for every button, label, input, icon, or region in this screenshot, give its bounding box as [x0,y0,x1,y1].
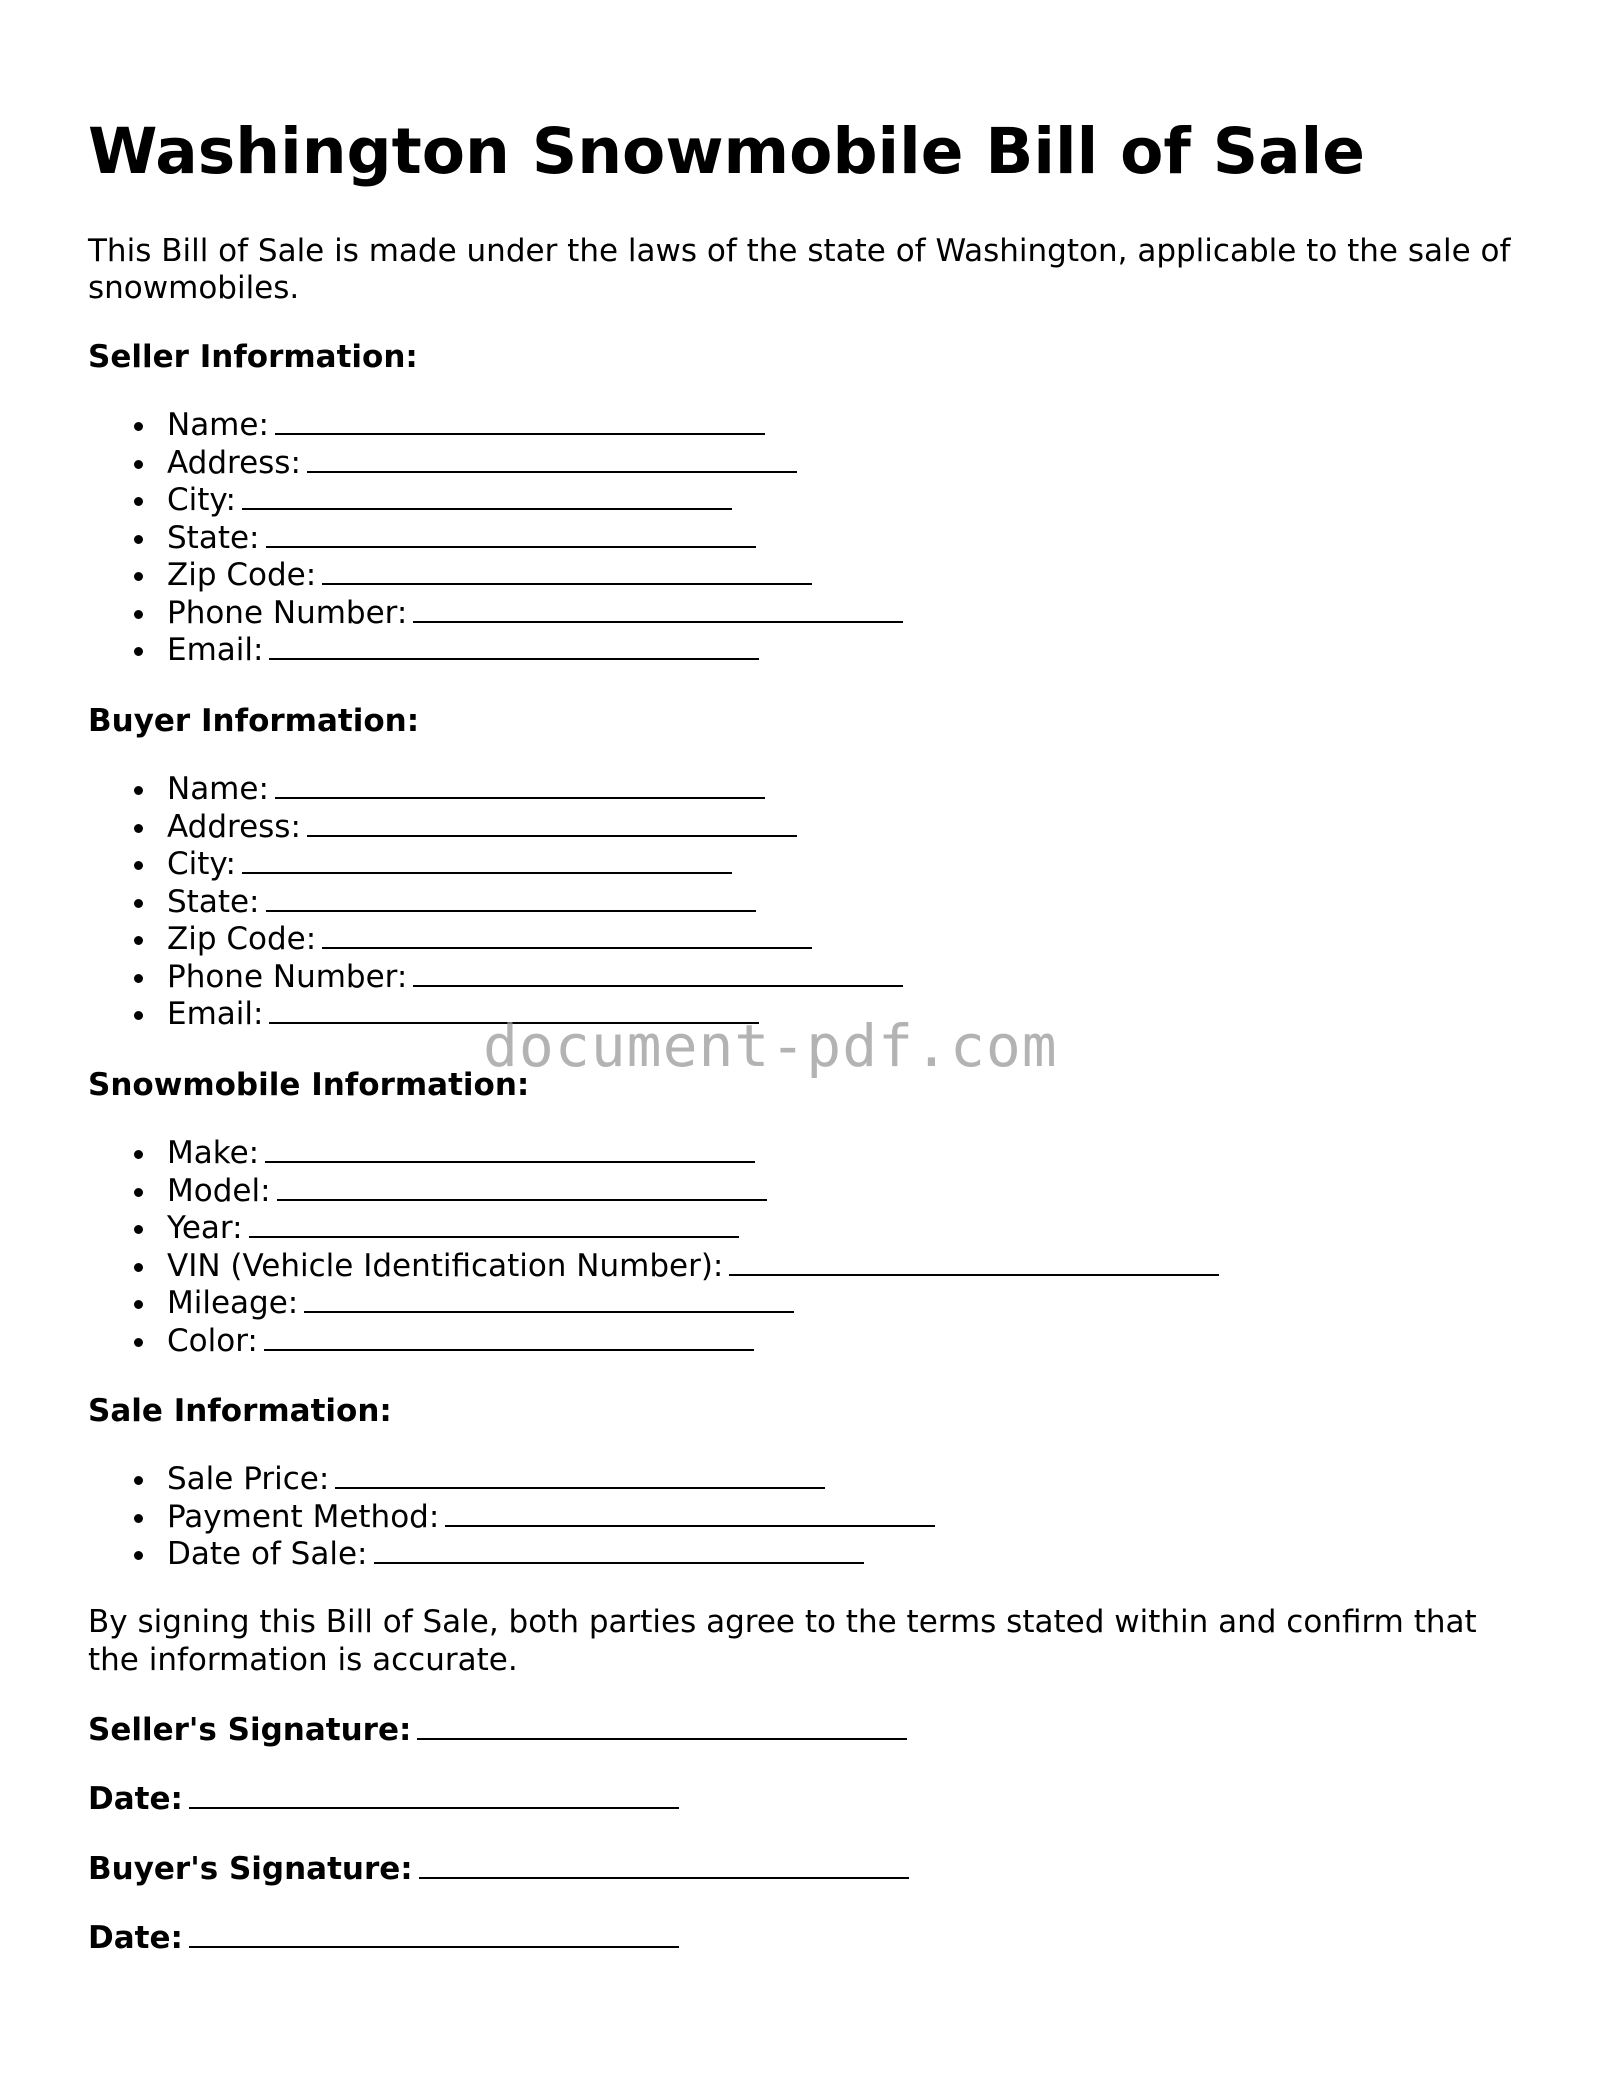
seller-city-blank[interactable] [242,482,732,510]
seller-state-field [88,520,903,558]
snowmobile-model-field [88,1173,1219,1211]
date-of-sale-blank[interactable] [374,1536,864,1564]
field-label: Make: [167,1135,260,1171]
field-label: Email: [167,996,264,1032]
buyer-signature-line [88,1851,909,1888]
date-of-sale-field [88,1536,935,1574]
buyer-date-label: Date: [88,1920,183,1956]
snowmobile-year-blank[interactable] [249,1210,739,1238]
field-label: Phone Number: [167,958,408,995]
snowmobile-vin-blank[interactable] [729,1248,1219,1276]
snowmobile-mileage-blank[interactable] [304,1285,794,1313]
seller-date-label: Date: [88,1781,183,1817]
buyer-city-blank[interactable] [242,846,732,874]
field-label: State: [167,883,260,920]
watermark-text: document-pdf.com [483,1012,1058,1080]
field-label: VIN (Vehicle Identification Number): [167,1247,724,1284]
buyer-email-field [88,996,903,1034]
seller-date-blank[interactable] [189,1781,679,1809]
intro-paragraph: This Bill of Sale is made under the laws of the state of Washington, applicable to the sale of snowmobiles. [88,233,1511,306]
buyer-name-blank[interactable] [275,771,765,799]
seller-signature-blank[interactable] [417,1712,907,1740]
buyer-signature-blank[interactable] [419,1851,909,1879]
field-label: Payment Method: [167,1498,440,1535]
buyer-zip-field [88,921,903,959]
seller-signature-label: Seller's Signature: [88,1712,412,1748]
seller-zip-blank[interactable] [322,557,812,585]
field-label: Year: [167,1210,243,1246]
sale-price-field [88,1461,935,1499]
seller-name-blank[interactable] [275,407,765,435]
snowmobile-color-blank[interactable] [264,1323,754,1351]
buyer-address-field [88,809,903,847]
seller-section-heading: Seller Information: [88,339,418,375]
buyer-name-field [88,771,903,809]
seller-phone-blank[interactable] [413,595,903,623]
buyer-city-field [88,846,903,884]
snowmobile-year-field [88,1210,1219,1248]
field-label: City: [167,482,236,518]
seller-signature-line [88,1712,907,1749]
seller-address-blank[interactable] [307,445,797,473]
snowmobile-field-list [88,1135,1219,1360]
payment-method-blank[interactable] [445,1499,935,1527]
buyer-date-line [88,1920,679,1957]
buyer-section-heading: Buyer Information: [88,703,420,739]
field-label: Address: [167,444,301,481]
buyer-address-blank[interactable] [307,809,797,837]
seller-address-field [88,445,903,483]
buyer-state-blank[interactable] [266,884,756,912]
field-label: State: [167,519,260,556]
snowmobile-make-field [88,1135,1219,1173]
snowmobile-vin-field [88,1248,1219,1286]
field-label: Zip Code: [167,921,317,957]
buyer-email-blank[interactable] [269,996,759,1024]
field-label: Phone Number: [167,594,408,631]
field-label: Color: [167,1322,258,1359]
snowmobile-model-blank[interactable] [277,1173,767,1201]
seller-name-field [88,407,903,445]
snowmobile-mileage-field [88,1285,1219,1323]
seller-state-blank[interactable] [266,520,756,548]
document-title: Washington Snowmobile Bill of Sale [88,115,1365,188]
field-label: Mileage: [167,1285,299,1321]
seller-zip-field [88,557,903,595]
field-label: Zip Code: [167,557,317,593]
seller-city-field [88,482,903,520]
snowmobile-section-heading: Snowmobile Information: [88,1067,530,1103]
buyer-phone-blank[interactable] [413,959,903,987]
field-label: Sale Price: [167,1461,330,1497]
field-label: Name: [167,771,269,807]
buyer-signature-label: Buyer's Signature: [88,1851,413,1887]
buyer-state-field [88,884,903,922]
payment-method-field [88,1499,935,1537]
snowmobile-make-blank[interactable] [265,1135,755,1163]
seller-email-blank[interactable] [269,632,759,660]
field-label: Name: [167,407,269,443]
field-label: City: [167,846,236,882]
buyer-field-list [88,771,903,1034]
seller-date-line [88,1781,679,1818]
sale-field-list [88,1461,935,1574]
field-label: Date of Sale: [167,1536,368,1572]
field-label: Model: [167,1172,271,1209]
buyer-phone-field [88,959,903,997]
snowmobile-color-field [88,1323,1219,1361]
sale-section-heading: Sale Information: [88,1393,392,1429]
field-label: Address: [167,808,301,845]
buyer-date-blank[interactable] [189,1920,679,1948]
sale-price-blank[interactable] [335,1461,825,1489]
closing-paragraph: By signing this Bill of Sale, both parties agree to the terms stated within and confirm that the information is accurate. [88,1604,1477,1678]
field-label: Email: [167,632,264,668]
seller-phone-field [88,595,903,633]
seller-email-field [88,632,903,670]
seller-field-list [88,407,903,670]
buyer-zip-blank[interactable] [322,921,812,949]
